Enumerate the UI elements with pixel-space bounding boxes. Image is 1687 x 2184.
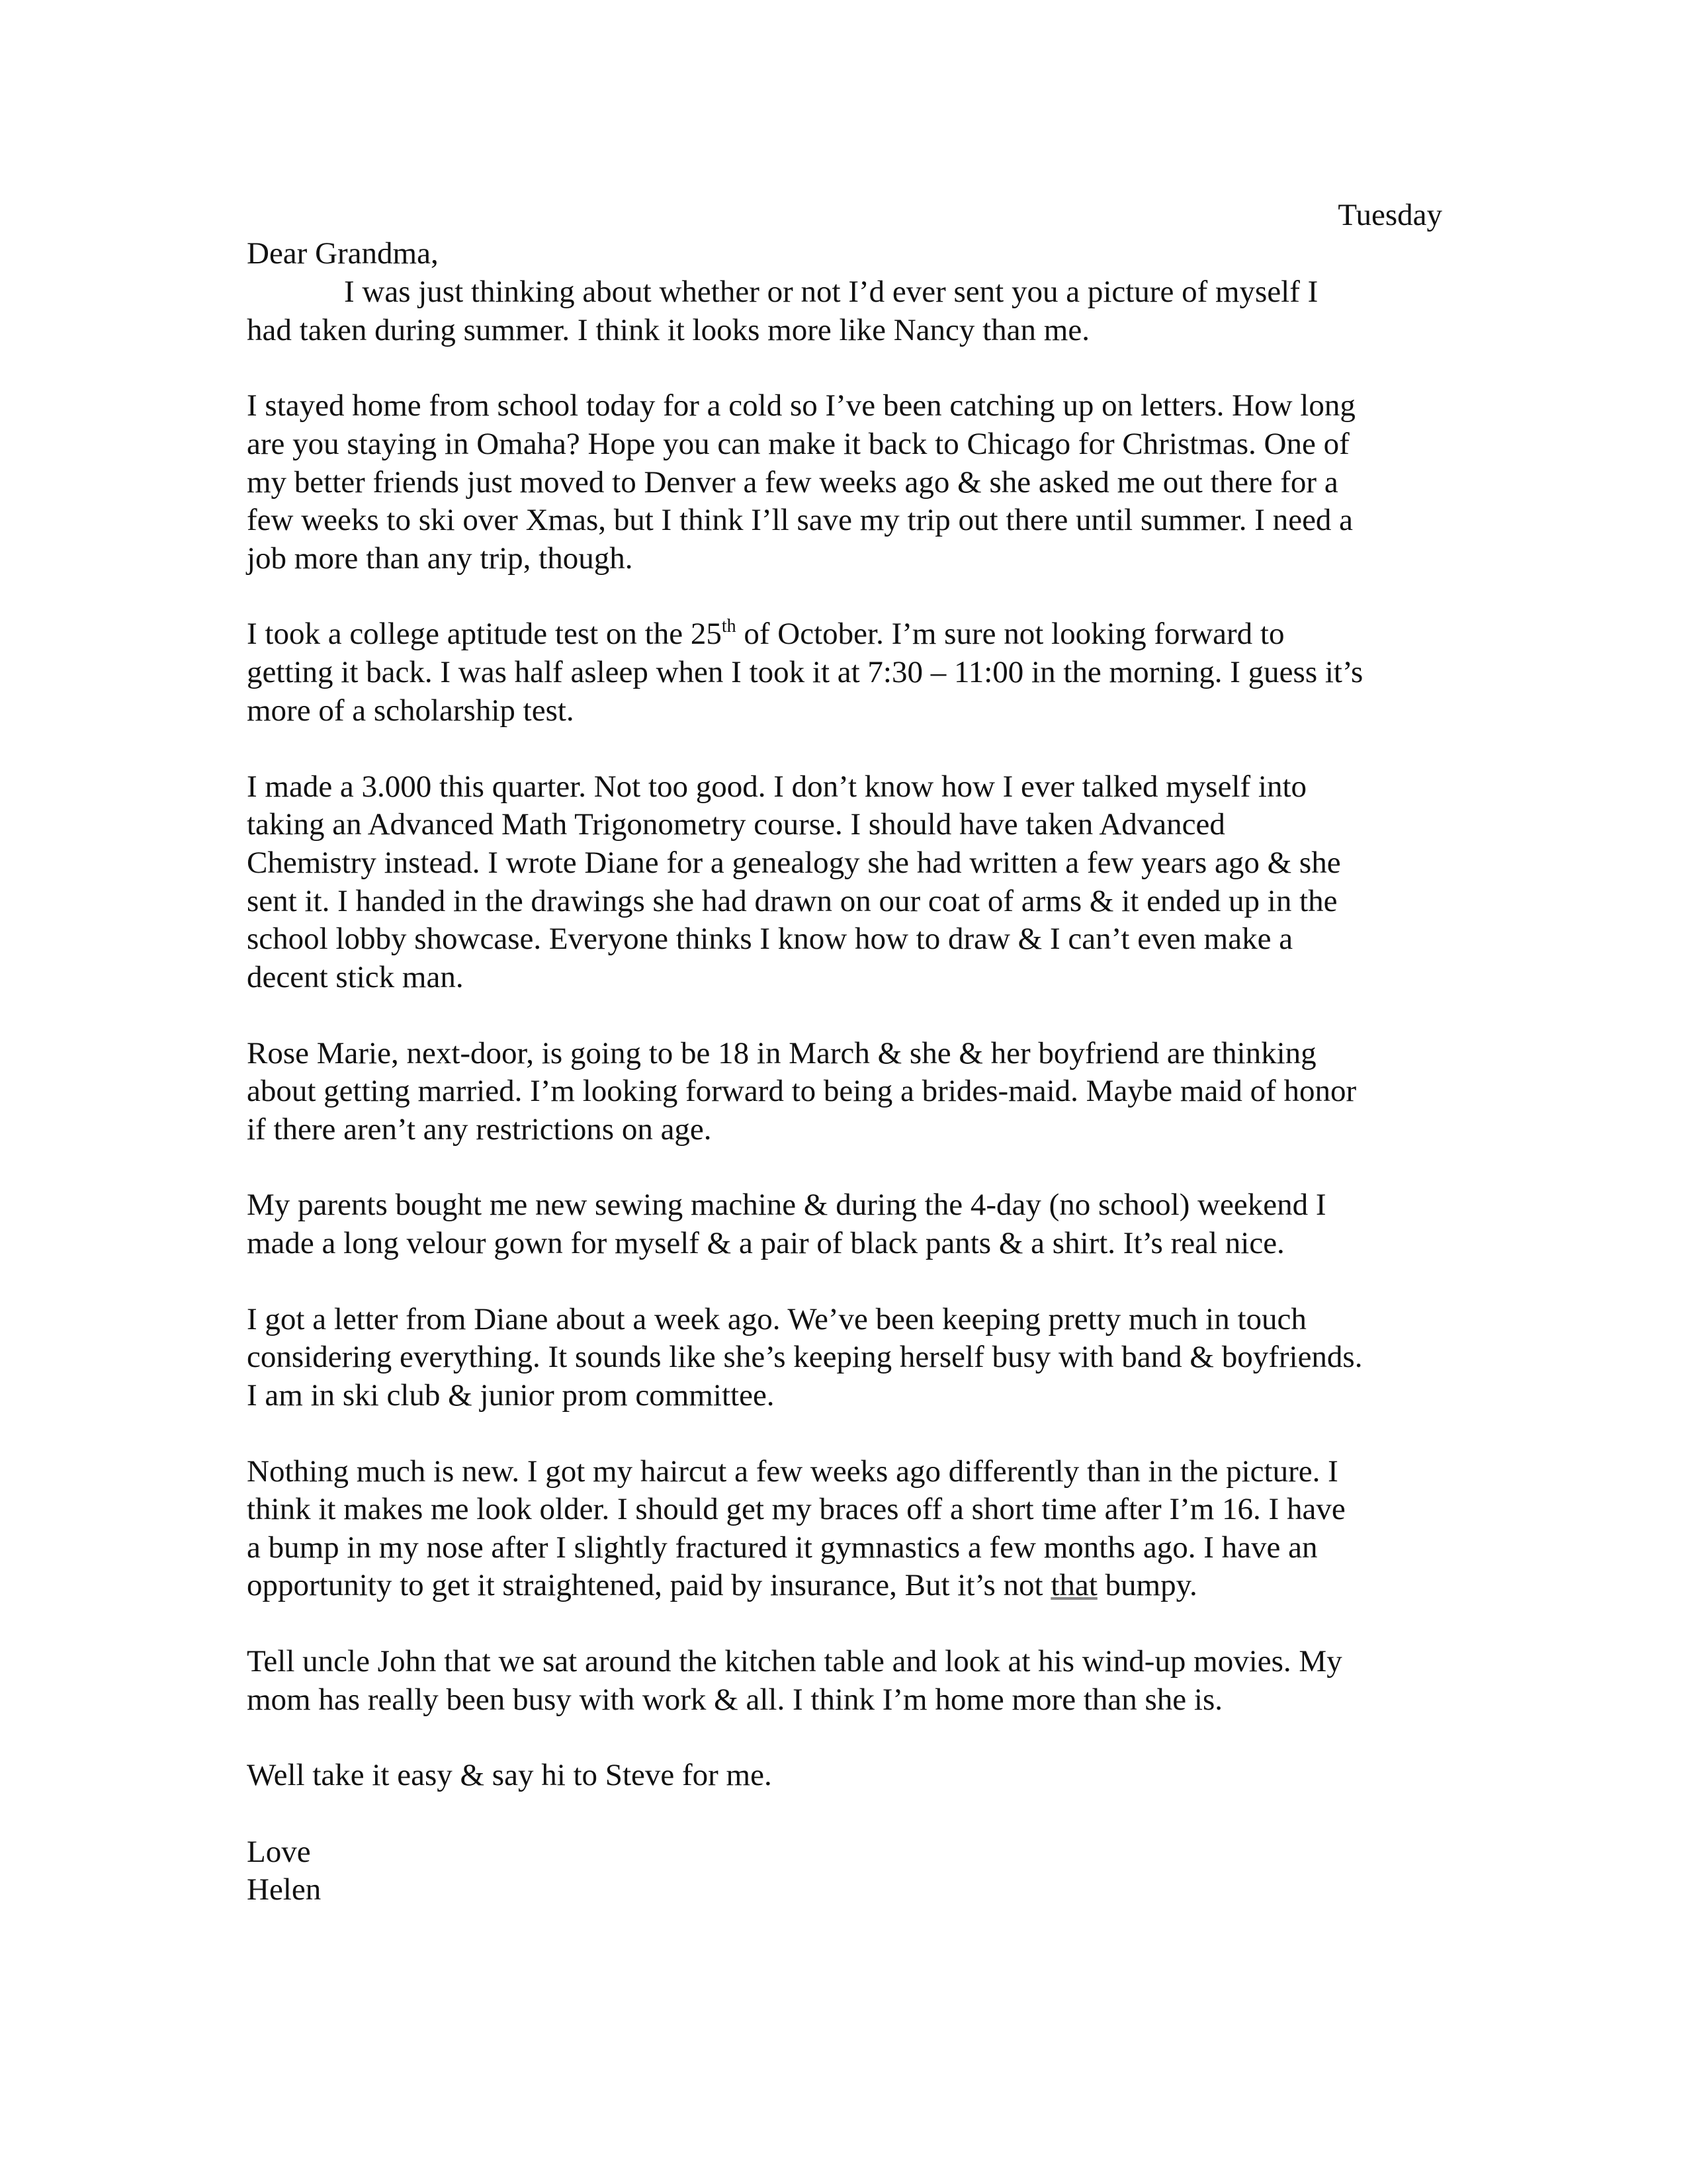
body-line: school lobby showcase. Everyone thinks I know how to draw & I can’t even make a [247, 922, 1293, 956]
body-line: Tell uncle John that we sat around the kitchen table and look at his wind-up movies. My [247, 1644, 1342, 1679]
body-line: sent it. I handed in the drawings she had drawn on our coat of arms & it ended up in the [247, 884, 1338, 918]
body-line [247, 615, 1284, 653]
signature: Helen [247, 1872, 322, 1907]
body-line [247, 1566, 1197, 1604]
body-line: job more than any trip, though. [247, 541, 633, 576]
body-line: Well take it easy & say hi to Steve for me. [247, 1758, 772, 1792]
body-text: opportunity to get it straightened, paid by insurance, But it’s not [247, 1568, 1051, 1602]
ordinal-suffix: th [721, 616, 736, 636]
body-line: a bump in my nose after I slightly fractured it gymnastics a few months ago. I have an [247, 1530, 1318, 1565]
body-line: Chemistry instead. I wrote Diane for a genealogy she had written a few years ago & she [247, 846, 1341, 880]
underlined-word: that [1051, 1568, 1098, 1602]
body-line: Rose Marie, next-door, is going to be 18 in March & she & her boyfriend are thinking [247, 1036, 1317, 1070]
body-line: I made a 3.000 this quarter. Not too good. I don’t know how I ever talked myself into [247, 769, 1307, 804]
body-line: had taken during summer. I think it looks more like Nancy than me. [247, 313, 1090, 347]
body-line: more of a scholarship test. [247, 693, 574, 728]
body-line: I stayed home from school today for a cold so I’ve been catching up on letters. How long [247, 388, 1356, 423]
body-line: I am in ski club & junior prom committee. [247, 1378, 775, 1413]
body-text: I took a college aptitude test on the 25 [247, 617, 722, 651]
body-line: if there aren’t any restrictions on age. [247, 1112, 712, 1147]
body-line: Nothing much is new. I got my haircut a few weeks ago differently than in the picture. I [247, 1454, 1338, 1489]
body-line: think it makes me look older. I should get my braces off a short time after I’m 16. I have [247, 1492, 1346, 1526]
body-line: made a long velour gown for myself & a pair of black pants & a shirt. It’s real nice. [247, 1226, 1285, 1260]
body-line: are you staying in Omaha? Hope you can make it back to Chicago for Christmas. One of [247, 427, 1350, 461]
body-line: My parents bought me new sewing machine & during the 4-day (no school) weekend I [247, 1188, 1326, 1222]
body-line: decent stick man. [247, 960, 464, 994]
letter-date: Tuesday [1338, 198, 1442, 232]
body-line: I got a letter from Diane about a week ago. We’ve been keeping pretty much in touch [247, 1302, 1307, 1336]
body-line: my better friends just moved to Denver a few weeks ago & she asked me out there for a [247, 465, 1338, 500]
body-line: taking an Advanced Math Trigonometry course. I should have taken Advanced [247, 807, 1225, 842]
body-line: mom has really been busy with work & all. I think I’m home more than she is. [247, 1682, 1223, 1717]
body-line: considering everything. It sounds like she’s keeping herself busy with band & boyfriends. [247, 1340, 1363, 1374]
salutation: Dear Grandma, [247, 236, 439, 271]
body-line: about getting married. I’m looking forward to being a brides-maid. Maybe maid of honor [247, 1074, 1357, 1108]
closing: Love [247, 1835, 311, 1869]
body-line: I was just thinking about whether or not I’d ever sent you a picture of myself I [344, 275, 1319, 309]
body-text: bumpy. [1097, 1568, 1197, 1602]
body-line: getting it back. I was half asleep when I took it at 7:30 – 11:00 in the morning. I guess it’s [247, 655, 1363, 689]
body-line: few weeks to ski over Xmas, but I think I’ll save my trip out there until summer. I need a [247, 503, 1354, 537]
body-text: of October. I’m sure not looking forward to [736, 617, 1285, 651]
